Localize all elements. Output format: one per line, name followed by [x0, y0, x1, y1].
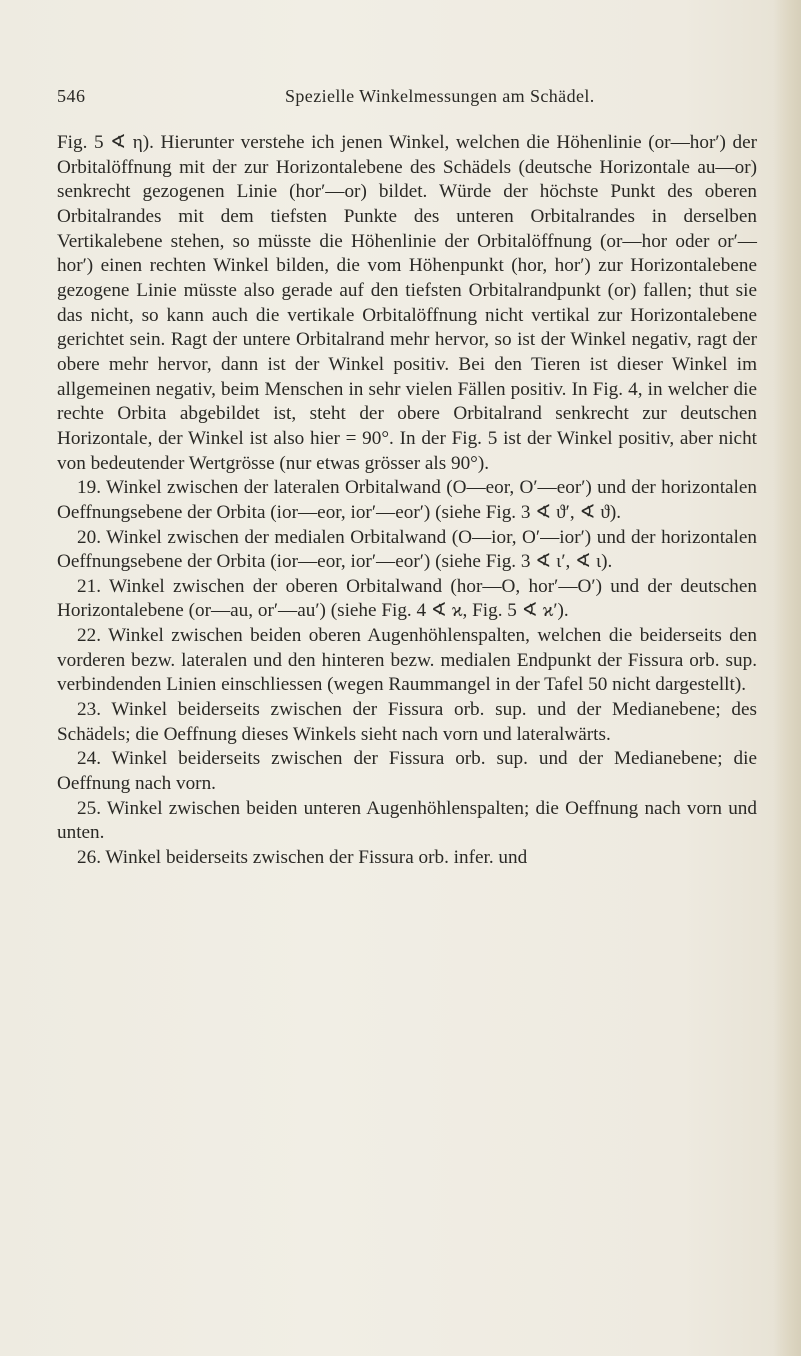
paragraph-19: 19. Winkel zwischen der lateralen Orbitalwand (O—eor, O′—eor′) und der horizontalen Oeffnungsebene der Orbita (ior—eor, ior′—eor′) (siehe Fig. 3 ∢ ϑ′, ∢ ϑ). [57, 477, 757, 523]
paragraph-25: 25. Winkel zwischen beiden unteren Augenhöhlenspalten; die Oeffnung nach vorn und unten. [57, 797, 757, 844]
body-text [57, 131, 757, 871]
running-title: Spezielle Winkelmessungen am Schädel. [285, 86, 595, 106]
paragraph-26: 26. Winkel beiderseits zwischen der Fissura orb. infer. und [77, 847, 528, 869]
paragraph-fig5-eta: Fig. 5 ∢ η). Hierunter verstehe ich jenen Winkel, welchen die Höhenlinie (or—hor′) der Orbitalöffnung mit der zur Horizontalebene des Schädels (deutsche Horizontale au—or) senkrecht gezogenen Linie (hor′—or) bildet. Würde der höchste Punkt des oberen Orbitalrandes mit dem tiefsten Punkte des unteren Orbitalrandes in derselben Vertikalebene stehen, so müsste die Höhenlinie der Orbitalöffnung (or—hor oder or′—hor′) einen rechten Winkel bilden, die vom Höhenpunkt (hor, hor′) zur Horizontalebene gezogene Linie müsste also gerade auf den tiefsten Orbitalrandpunkt (or) fallen; thut sie das nicht, so kann auch die vertikale Orbitalöffnung nicht vertikal zur Horizontalebene gerichtet sein. Ragt der untere Orbitalrand mehr hervor, so ist der Winkel negativ, ragt der obere mehr hervor, dann ist der Winkel positiv. Bei den Tieren ist dieser Winkel im allgemeinen negativ, beim Menschen in sehr vielen Fällen positiv. In Fig. 4, in welcher die rechte Orbita abgebildet ist, steht der obere Orbitalrand senkrecht zur deutschen Horizontale, der Winkel ist also hier = 90°. In der Fig. 5 ist der Winkel positiv, aber nicht von bedeutender Wertgrösse (nur etwas grösser als 90°). [57, 132, 757, 474]
paragraph-20: 20. Winkel zwischen der medialen Orbitalwand (O—ior, O′—ior′) und der horizontalen Oeffnungsebene der Orbita (ior—eor, ior′—eor′) (siehe Fig. 3 ∢ ι′, ∢ ι). [57, 526, 757, 573]
paragraph-24: 24. Winkel beiderseits zwischen der Fissura orb. sup. und der Medianebene; die Oeffnung nach vorn. [57, 748, 757, 795]
page-number: 546 [57, 86, 86, 106]
paragraph-22: 22. Winkel zwischen beiden oberen Augenhöhlenspalten, welchen die beiderseits den vorderen bezw. lateralen und den hinteren bezw. medialen Endpunkt der Fissura orb. sup. verbindenden Linien einschliessen (wegen Raummangel in der Tafel 50 nicht dargestellt). [57, 625, 757, 696]
page-edge-shadow [773, 0, 801, 1356]
running-header [57, 86, 757, 110]
paragraph-23: 23. Winkel beiderseits zwischen der Fissura orb. sup. und der Medianebene; des Schädels; die Oeffnung dieses Winkels sieht nach vorn und lateralwärts. [57, 699, 757, 745]
paragraph-21: 21. Winkel zwischen der oberen Orbitalwand (hor—O, hor′—O′) und der deutschen Horizontalebene (or—au, or′—au′) (siehe Fig. 4 ∢ ϰ, Fig. 5 ∢ ϰ′). [57, 575, 757, 622]
